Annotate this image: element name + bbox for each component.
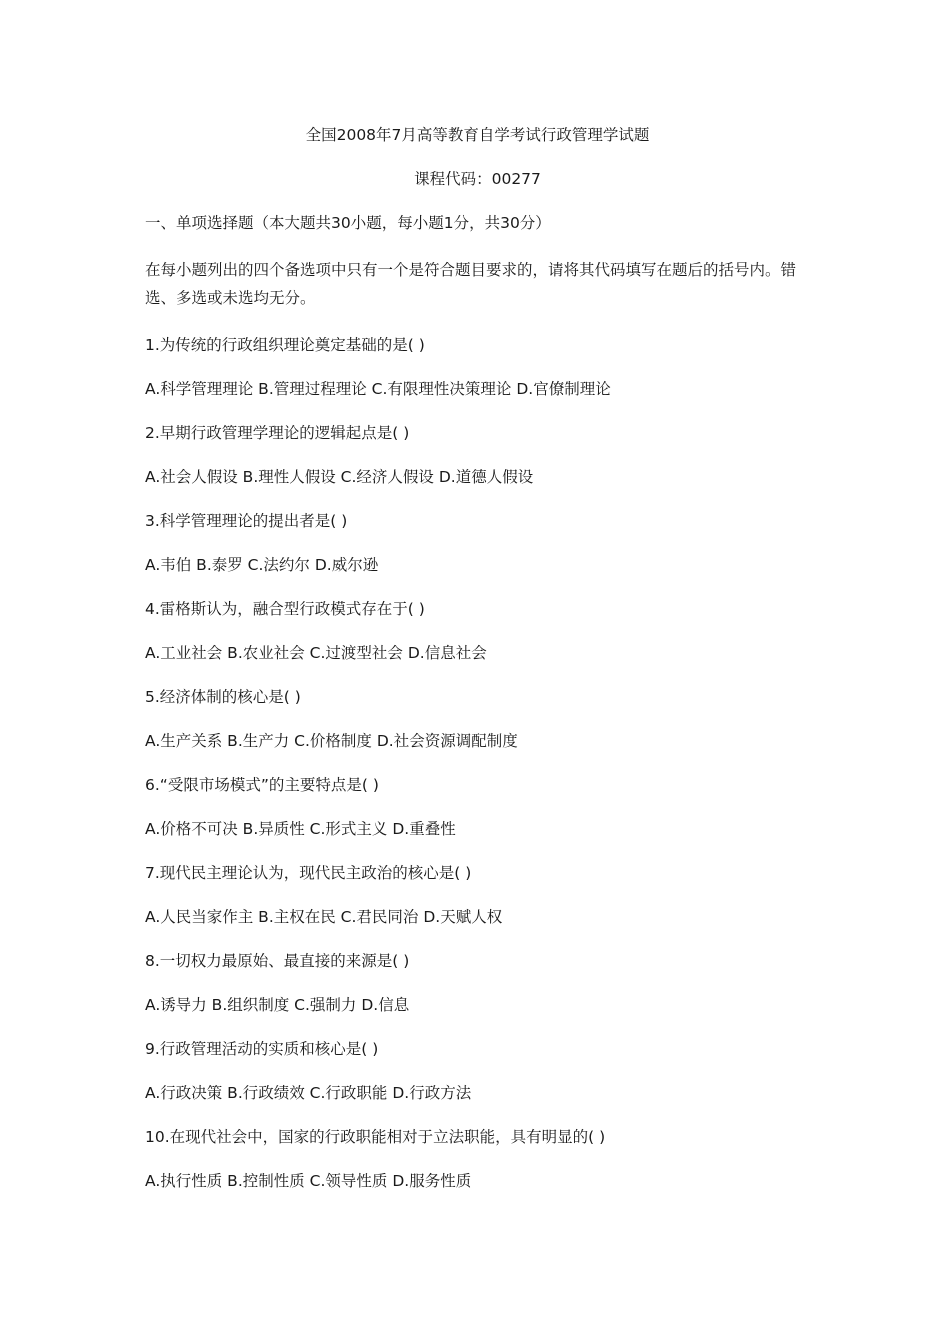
question-2: 2.早期行政管理学理论的逻辑起点是( ) <box>145 424 410 442</box>
question-9: 9.行政管理活动的实质和核心是( ) <box>145 1040 379 1058</box>
document-body <box>145 124 810 1214</box>
options-7: A.人民当家作主 B.主权在民 C.君民同治 D.天赋人权 <box>145 908 503 926</box>
question-10: 10.在现代社会中，国家的行政职能相对于立法职能，具有明显的( ) <box>145 1128 606 1146</box>
question-7: 7.现代民主理论认为，现代民主政治的核心是( ) <box>145 864 472 882</box>
options-10: A.执行性质 B.控制性质 C.领导性质 D.服务性质 <box>145 1172 472 1190</box>
question-4: 4.雷格斯认为，融合型行政模式存在于( ) <box>145 600 425 618</box>
options-9: A.行政决策 B.行政绩效 C.行政职能 D.行政方法 <box>145 1084 472 1102</box>
exam-title: 全国2008年7月高等教育自学考试行政管理学试题 <box>305 126 650 144</box>
question-3: 3.科学管理理论的提出者是( ) <box>145 512 348 530</box>
question-5: 5.经济体制的核心是( ) <box>145 688 301 706</box>
options-3: A.韦伯 B.泰罗 C.法约尔 D.威尔逊 <box>145 556 379 574</box>
question-6: 6.“受限市场模式”的主要特点是( ) <box>145 776 379 794</box>
options-5: A.生产关系 B.生产力 C.价格制度 D.社会资源调配制度 <box>145 732 518 750</box>
options-8: A.诱导力 B.组织制度 C.强制力 D.信息 <box>145 996 410 1014</box>
section-heading: 一、单项选择题（本大题共30小题，每小题1分，共30分） <box>145 214 551 232</box>
options-6: A.价格不可决 B.异质性 C.形式主义 D.重叠性 <box>145 820 456 838</box>
options-1: A.科学管理理论 B.管理过程理论 C.有限理性决策理论 D.官僚制理论 <box>145 380 611 398</box>
instructions: 在每小题列出的四个备选项中只有一个是符合题目要求的，请将其代码填写在题后的括号内。错选、多选或未选均无分。 <box>145 261 797 307</box>
question-8: 8.一切权力最原始、最直接的来源是( ) <box>145 952 410 970</box>
course-code: 课程代码：00277 <box>414 170 541 188</box>
options-2: A.社会人假设 B.理性人假设 C.经济人假设 D.道德人假设 <box>145 468 534 486</box>
question-1: 1.为传统的行政组织理论奠定基础的是( ) <box>145 336 425 354</box>
options-4: A.工业社会 B.农业社会 C.过渡型社会 D.信息社会 <box>145 644 487 662</box>
